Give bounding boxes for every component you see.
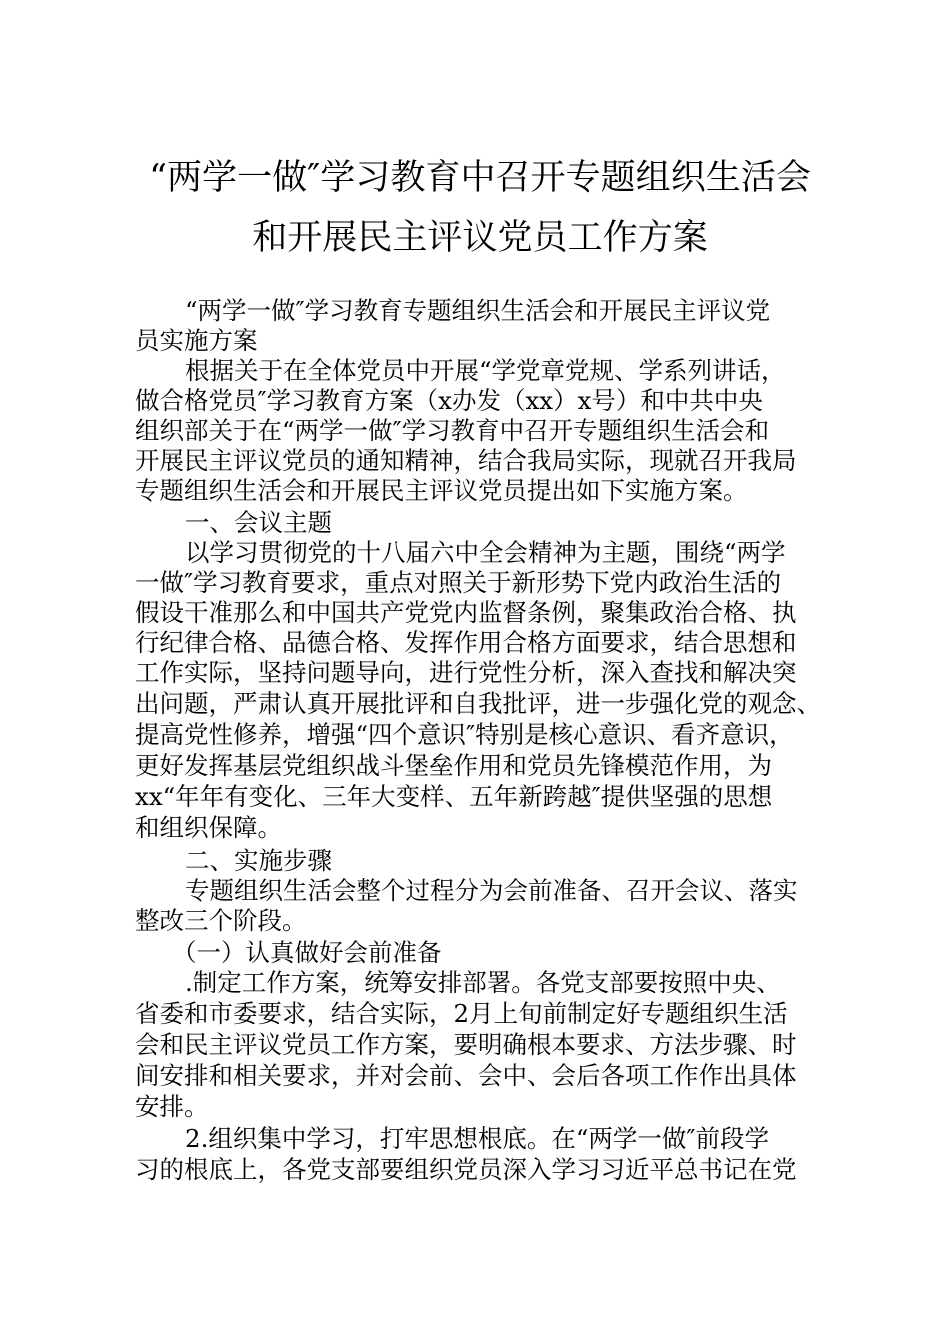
body-line: 假设干准那么和中国共产党党内监督条例，聚集政治合格、执 [135, 598, 797, 627]
body-line: .制定工作方案，统筹安排部署。各党支部要按照中央、 [185, 968, 781, 997]
body-line: 整改三个阶段。 [135, 906, 307, 935]
body-line: 习的根底上，各党支部要组织党员深入学习习近平总书记在党 [135, 1155, 797, 1184]
body-line: 提高党性修养，增强“四个意识″特别是核心意识、看齐意识， [135, 720, 794, 749]
section-heading: 一、会议主题 [185, 508, 332, 537]
body-line: 安排。 [135, 1092, 209, 1121]
section-heading: 二、实施步骤 [185, 846, 332, 875]
body-line: 间安排和相关要求，并对会前、会中、会后各项工作作出具体 [135, 1061, 797, 1090]
document-title-line-2: 和开展民主评议党员工作方案 [252, 217, 708, 258]
body-line: 组织部关于在“两学一做″学习教育中召开专题组织生活会和 [135, 416, 770, 445]
body-line: 员实施方案 [135, 326, 258, 355]
body-line: 根据关于在全体党员中开展“学党章党规、学系列讲话， [185, 356, 786, 385]
body-line: 和组织保障。 [135, 813, 282, 842]
body-line: 出问题，严肃认真开展批评和自我批评，进一步强化党的观念、 [135, 689, 821, 718]
body-line: 一做″学习教育要求，重点对照关于新形势下党内政治生活的 [135, 568, 782, 597]
subsection-heading: （一）认真做好会前准备 [172, 938, 442, 967]
body-line: 行纪律合格、品德合格、发挥作用合格方面要求，结合思想和 [135, 628, 797, 657]
body-line: 做合格党员″学习教育方案（x办发（xx）x号）和中共中央 [135, 386, 763, 415]
body-line: xx“年年有变化、三年大变样、五年新跨越″提供坚强的思想 [135, 782, 773, 811]
body-line: 以学习贯彻党的十八届六中全会精神为主题，围绕“两学 [185, 538, 786, 567]
body-line: 专题组织生活会整个过程分为会前准备、召开会议、落实 [185, 876, 798, 905]
body-line: 开展民主评议党员的通知精神，结合我局实际，现就召开我局 [135, 446, 797, 475]
body-line: “两学一做″学习教育专题组织生活会和开展民主评议党 [185, 296, 771, 325]
body-line: 2.组织集中学习，打牢思想根底。在“两学一做″前段学 [185, 1124, 770, 1153]
body-line: 专题组织生活会和开展民主评议党员提出如下实施方案。 [135, 476, 748, 505]
body-line: 会和民主评议党员工作方案，要明确根本要求、方法步骤、时 [135, 1030, 797, 1059]
body-line: 省委和市委要求，结合实际，2月上旬前制定好专题组织生活 [135, 999, 788, 1028]
body-line: 更好发挥基层党组织战斗堡垒作用和党员先锋模范作用，为 [135, 751, 772, 780]
body-line: 工作实际，坚持问题导向，进行党性分析，深入查找和解决突 [135, 658, 797, 687]
document-title-line-1: “两学一做″学习教育中召开专题组织生活会 [149, 157, 811, 198]
